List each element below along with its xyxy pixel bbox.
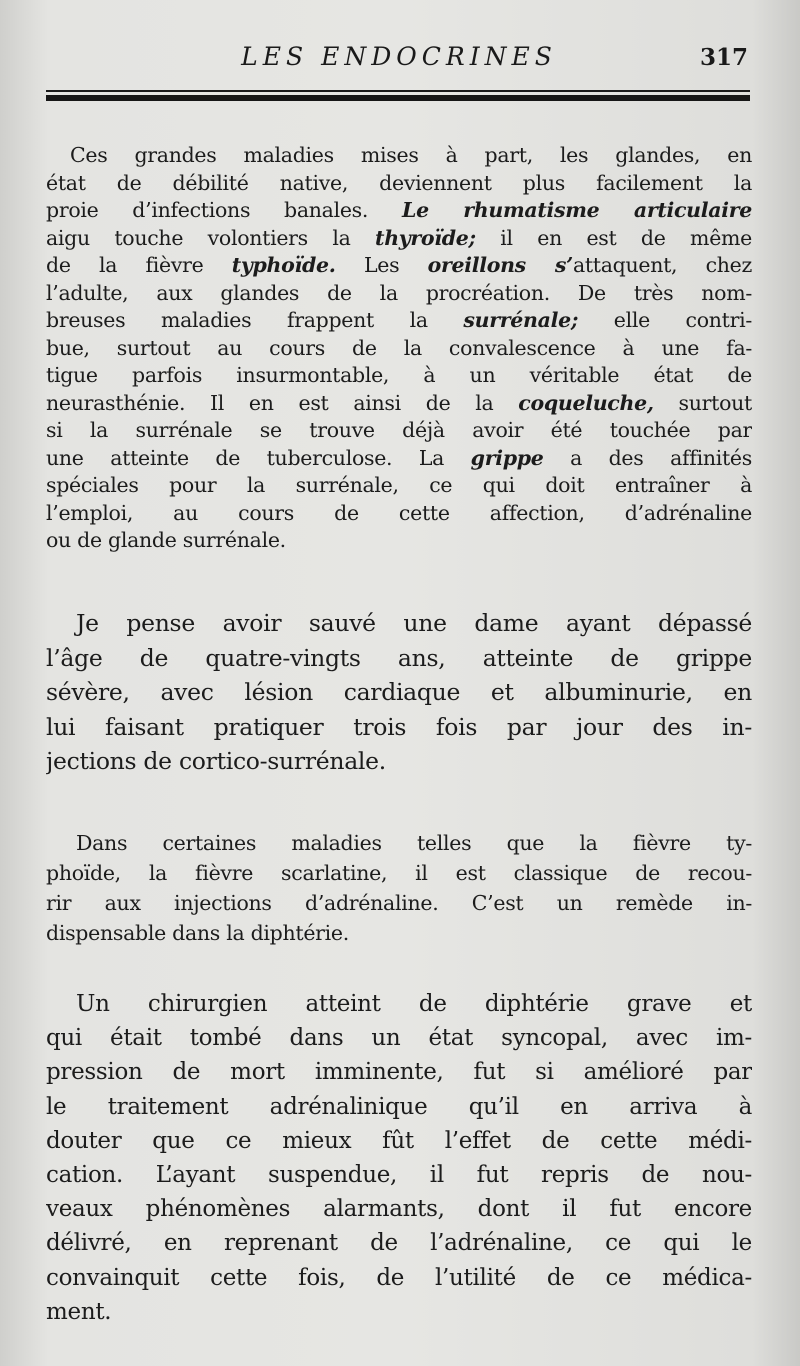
italic-term: grippe [470, 445, 544, 470]
italic-term: Le rhumatisme articulaire [401, 198, 752, 222]
text-line: Ces grandes maladies mises à part, les glandes, en [70, 143, 752, 167]
text-line: rir aux injections d’adrénaline. C’est un remède in- [46, 891, 752, 915]
italic-term: oreillons s’ [427, 253, 573, 277]
text-line: veaux phénomènes alarmants, dont il fut encore [46, 1196, 752, 1223]
text-line: si la surrénale se trouve déjà avoir été touchée par [46, 418, 752, 442]
page-number: 317 [699, 44, 748, 71]
italic-term: thyroïde; [375, 225, 476, 250]
text-line: neurasthénie. Il en est ainsi de la coqueluche, surtout [46, 390, 752, 415]
text-line: aigu touche volontiers la thyroïde; il en est de même [46, 225, 752, 250]
text-line: l’adulte, aux glandes de la procréation. De très nom- [46, 280, 752, 305]
text-line: Je pense avoir sauvé une dame ayant dépassé [76, 609, 752, 637]
text-line: le traitement adrénalinique qu’il en arriva à [46, 1093, 752, 1120]
italic-term: typhoïde. [231, 253, 336, 277]
text-line: ment. [46, 1298, 112, 1325]
text-line: douter que ce mieux fût l’effet de cette médi- [46, 1127, 752, 1154]
text-line: de la fièvre typhoïde. Les oreillons s’attaquent, chez [46, 253, 752, 277]
text-line: cation. L’ayant suspendue, il fut repris de nou- [46, 1162, 752, 1189]
text-line: Dans certaines maladies telles que la fièvre ty- [76, 831, 752, 855]
text-line: jections de cortico-surrénale. [46, 747, 386, 775]
paragraph-grippe-case [46, 606, 752, 779]
text-line: l’emploi, au cours de cette affection, d’adrénaline [46, 500, 752, 525]
italic-term: coqueluche, [518, 390, 654, 415]
text-line: bue, surtout au cours de la convalescence à une fa- [46, 335, 752, 360]
italic-term: surrénale; [463, 308, 579, 332]
text-line: l’âge de quatre-vingts ans, atteinte de grippe [46, 643, 752, 672]
header-rule-thin [46, 90, 750, 92]
text-line: sévère, avec lésion cardiaque et albuminurie, en [46, 678, 752, 706]
text-line: tigue parfois insurmontable, à un véritable état de [46, 363, 752, 387]
text-line: qui était tombé dans un état syncopal, avec im- [46, 1025, 752, 1052]
paragraph-glandes-infections [46, 142, 752, 555]
text-line: spéciales pour la surrénale, ce qui doit entraîner à [46, 473, 752, 497]
page-header [46, 38, 752, 78]
running-title: LES ENDOCRINES [241, 42, 557, 71]
text-line: dispensable dans la diphtérie. [46, 921, 349, 945]
text-line: convainquit cette fois, de l’utilité de ce médica- [46, 1264, 752, 1291]
text-line: proie d’infections banales. Le rhumatisme articulaire [46, 198, 752, 222]
text-line: lui faisant pratiquer trois fois par jour des in- [46, 712, 752, 741]
header-rule-thick [46, 95, 750, 101]
text-line: pression de mort imminente, fut si amélioré par [46, 1059, 752, 1086]
text-line: état de débilité native, deviennent plus facilement la [46, 170, 752, 195]
text-line: phoïde, la fièvre scarlatine, il est classique de recou- [46, 861, 752, 885]
text-line: ou de glande surrénale. [46, 528, 286, 552]
text-line: une atteinte de tuberculose. La grippe a des affinités [46, 445, 752, 470]
text-line: délivré, en reprenant de l’adrénaline, ce qui le [46, 1230, 752, 1257]
paragraph-chirurgien-case [46, 987, 752, 1329]
text-line: Un chirurgien atteint de diphtérie grave et [76, 991, 752, 1017]
paragraph-adrenaline-injections [46, 828, 752, 948]
text-line: breuses maladies frappent la surrénale; elle contri- [46, 308, 752, 332]
